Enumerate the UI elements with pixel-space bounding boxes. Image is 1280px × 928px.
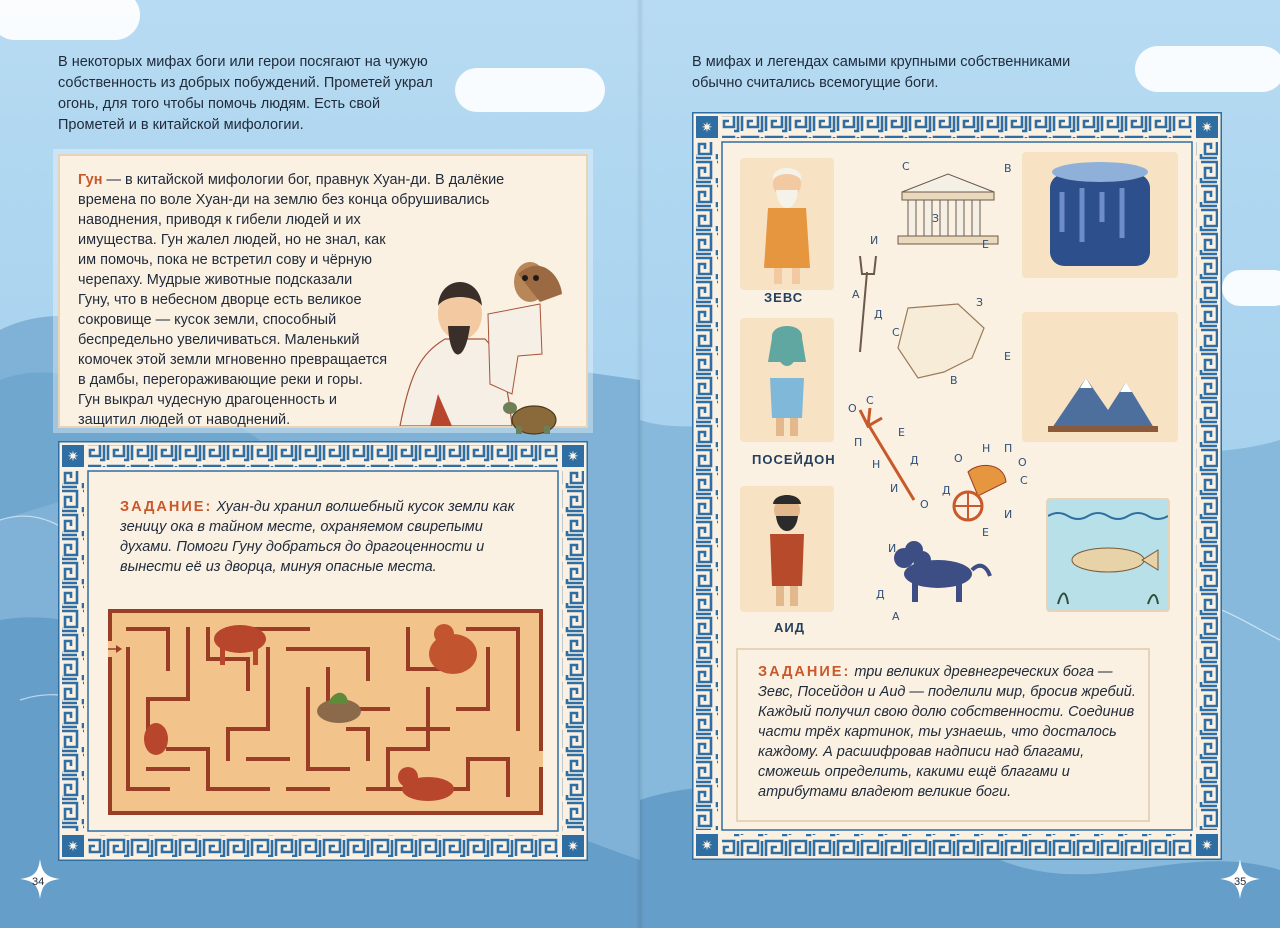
cipher-letter: О [954, 452, 963, 465]
svg-text:✷: ✷ [67, 449, 79, 465]
zeus-portrait[interactable] [740, 158, 834, 290]
maze-task-frame [58, 441, 588, 861]
temple-illustration [888, 164, 1008, 248]
hades-portrait[interactable] [740, 486, 834, 612]
cipher-letter: В [1004, 162, 1012, 175]
cipher-letter: Н [982, 442, 991, 455]
book-gutter [636, 0, 644, 928]
cipher-letter: Е [898, 426, 905, 439]
cipher-letter: Д [910, 454, 919, 467]
cipher-letter: Д [874, 308, 883, 321]
page-number: 35 [1234, 876, 1247, 888]
cipher-letter: В [950, 374, 958, 387]
cipher-letter: Н [872, 458, 881, 471]
svg-text:✷: ✷ [567, 839, 579, 855]
task-label: ЗАДАНИЕ: [758, 664, 851, 680]
cipher-letter: И [888, 542, 897, 555]
gun-description: — в китайской мифологии бог, правнук Хуан-ди. В далёкие времена по воле Хуан-ди на землю без конца обрушивались наводнения, приводя к гибели людей и их имущества. Гун жалел людей, но не знал, как им помочь, пока не встретил сову и чёрную черепаху. Мудрые животные подсказали Гуну, что в небесном дворце есть великое сокровище — кусок земли, способный беспредельно увеличиваться. Маленький комочек этой земли мгновенно превращается в дамбы, перегораживающие реки и горы. Гун выкрал чудесную драгоценность и защитил людей от наводнений. [78, 172, 505, 428]
chariot-illustration[interactable] [948, 462, 1008, 524]
cipher-letter: И [870, 234, 879, 247]
sea-illustration [1048, 500, 1168, 610]
cipher-letter: Е [1004, 350, 1011, 363]
mountain-illustration [1022, 312, 1178, 442]
cipher-letter: И [1004, 508, 1013, 521]
svg-text:✷: ✷ [701, 838, 713, 854]
task-label: ЗАДАНИЕ: [120, 499, 213, 515]
cipher-letter: З [976, 296, 984, 309]
cipher-letter: А [852, 288, 860, 301]
land-illustration [888, 298, 992, 382]
cipher-letter: Е [982, 238, 989, 251]
cipher-letter: П [1004, 442, 1013, 455]
temple-picture[interactable] [888, 164, 1008, 248]
land-picture[interactable] [888, 298, 992, 382]
svg-text:✷: ✷ [567, 449, 579, 465]
svg-text:✷: ✷ [67, 839, 79, 855]
right-intro-text: В мифах и легендах самыми крупными собственниками обычно считались всемогущие боги. [692, 54, 1071, 91]
turtle-illustration [500, 392, 560, 436]
bident-illustration[interactable] [852, 252, 882, 356]
left-intro-text: В некоторых мифах боги или герои посягают на чужую собственность из добрых побуждений. Прометей украл огонь, для того чтобы помочь людям. Есть свой Прометей и в китайской мифологии. [58, 54, 433, 133]
cipher-letter: Е [982, 526, 989, 539]
cipher-letter: О [920, 498, 929, 511]
gun-story-card [58, 154, 588, 428]
gun-name: Гун [78, 172, 103, 188]
maze-task-text [120, 497, 520, 577]
task-body: Хуан-ди хранил волшебный кусок земли как зеницу ока в тайном месте, охраняемом свирепыми духами. Помоги Гуну добраться до драгоценности и вынести её из дворца, минуя опасные места. [120, 499, 515, 575]
sky-illustration [1022, 152, 1178, 278]
cipher-letter: З [932, 212, 940, 225]
cipher-letter: С [902, 160, 910, 173]
hades-illustration [740, 486, 834, 612]
svg-text:✷: ✷ [701, 120, 713, 136]
poseidon-portrait[interactable] [740, 318, 834, 442]
svg-text:✷: ✷ [1201, 838, 1213, 854]
zeus-label: ЗЕВС [764, 290, 804, 305]
poseidon-illustration [740, 318, 834, 442]
cipher-letter: Д [942, 484, 951, 497]
sky-picture[interactable] [1022, 152, 1178, 278]
cerberus-illustration[interactable] [882, 540, 992, 604]
cipher-letter: И [890, 482, 899, 495]
sea-picture[interactable] [1046, 498, 1170, 612]
svg-text:✷: ✷ [1201, 120, 1213, 136]
hades-label: АИД [774, 620, 805, 635]
cipher-letter: С [866, 394, 874, 407]
cipher-letter: Д [876, 588, 885, 601]
gods-task-text [758, 662, 1138, 802]
cipher-letter: А [892, 610, 900, 623]
gods-task-card [736, 648, 1150, 822]
gods-task-frame [692, 112, 1222, 860]
poseidon-label: ПОСЕЙДОН [752, 452, 836, 467]
cipher-letter: О [1018, 456, 1027, 469]
zeus-illustration [740, 158, 834, 290]
cipher-letter: С [1020, 474, 1028, 487]
maze-illustration[interactable] [108, 609, 543, 815]
page-number: 34 [32, 876, 45, 888]
cipher-letter: С [892, 326, 900, 339]
mountains-picture[interactable] [1022, 312, 1178, 442]
cipher-letter: П [854, 436, 863, 449]
task-body: три великих древнегреческих бога — Зевс, Посейдон и Аид — поделили мир, бросив жребий. Каждый получил свою долю собственности. Соединив части трёх картинок, ты узнаешь, что досталось каждому. А расшифровав надписи над благами, сможешь определить, какими ещё благами и атрибутами владеют великие боги. [758, 664, 1136, 800]
cipher-letter: О [848, 402, 857, 415]
